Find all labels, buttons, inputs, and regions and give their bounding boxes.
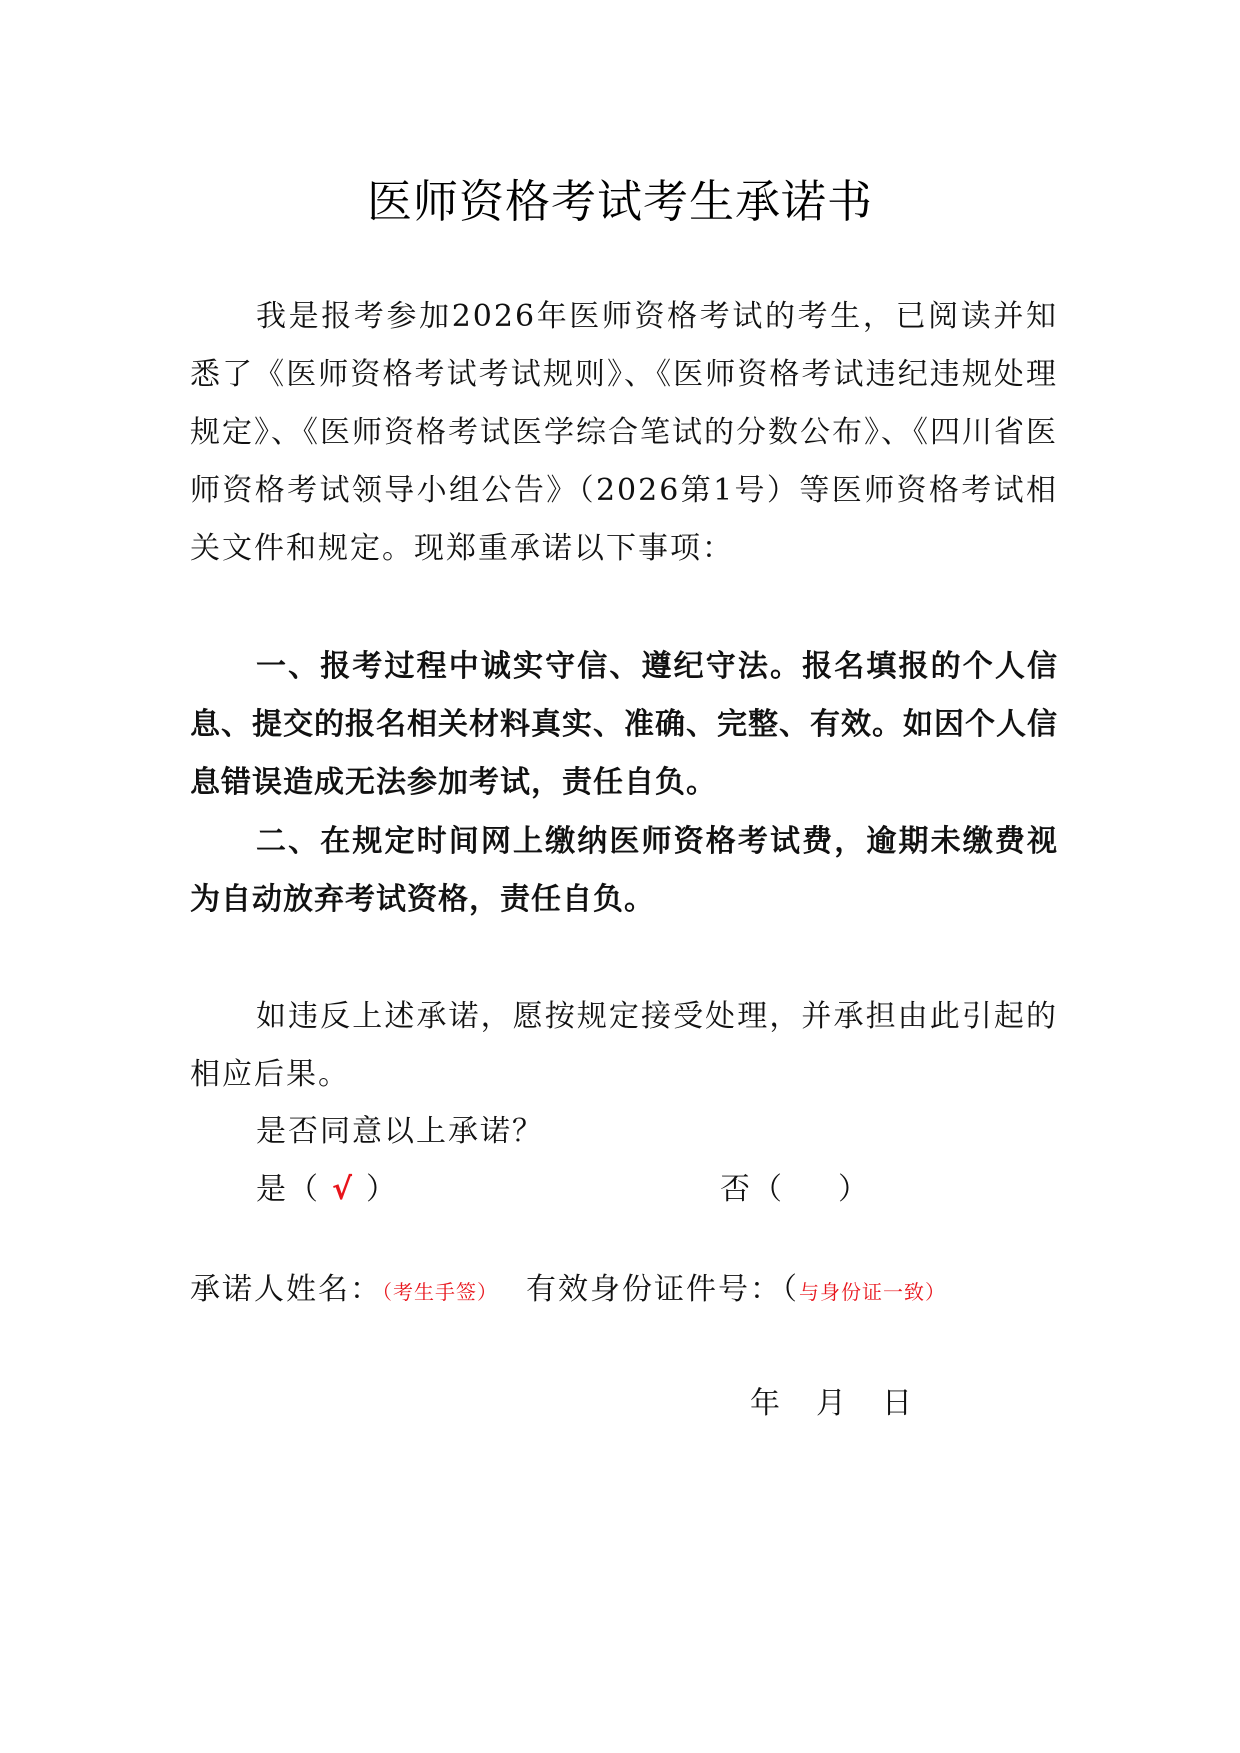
yes-close: ） (366, 1172, 399, 1207)
date-month: 月 (816, 1386, 848, 1421)
intro-paragraph: 我是报考参加2026年医师资格考试的考生，已阅读并知悉了《医师资格考试考试规则》、《医师资格考试违纪违规处理规定》、《医师资格考试医学综合笔试的分数公布》、《四川省医师资格考试领导小组公告》（2026第1号）等医师资格考试相关文件和规定。现郑重承诺以下事项： (190, 299, 1058, 566)
name-label: 承诺人姓名： (190, 1272, 382, 1307)
yes-option[interactable] (256, 1170, 398, 1210)
agreement-question: 是否同意以上承诺？ (256, 1114, 544, 1149)
check-mark-icon: √ (332, 1172, 355, 1207)
id-hint[interactable]: 与身份证一致） (799, 1280, 946, 1304)
no-option[interactable] (720, 1170, 870, 1210)
yes-label: 是（ (256, 1172, 320, 1207)
id-label: 有效身份证件号：（ (526, 1272, 799, 1307)
commitment-item-2: 二、在规定时间网上缴纳医师资格考试费，逾期未缴费视为自动放弃考试资格，责任自负。 (190, 824, 1058, 917)
date-year: 年 (750, 1386, 782, 1421)
date-line (750, 1384, 914, 1424)
date-day: 日 (882, 1386, 914, 1421)
closing-paragraph: 如违反上述承诺，愿按规定接受处理，并承担由此引起的相应后果。 (190, 999, 1058, 1092)
no-close: ） (838, 1172, 870, 1207)
commitment-item-1: 一、报考过程中诚实守信、遵纪守法。报名填报的个人信息、提交的报名相关材料真实、准确、完整、有效。如因个人信息错误造成无法参加考试，责任自负。 (190, 649, 1058, 800)
name-hint[interactable]: （考生手签） (382, 1280, 498, 1304)
no-label: 否（ (720, 1172, 784, 1207)
signature-line (190, 1270, 946, 1312)
document-title: 医师资格考试考生承诺书 (366, 175, 873, 228)
